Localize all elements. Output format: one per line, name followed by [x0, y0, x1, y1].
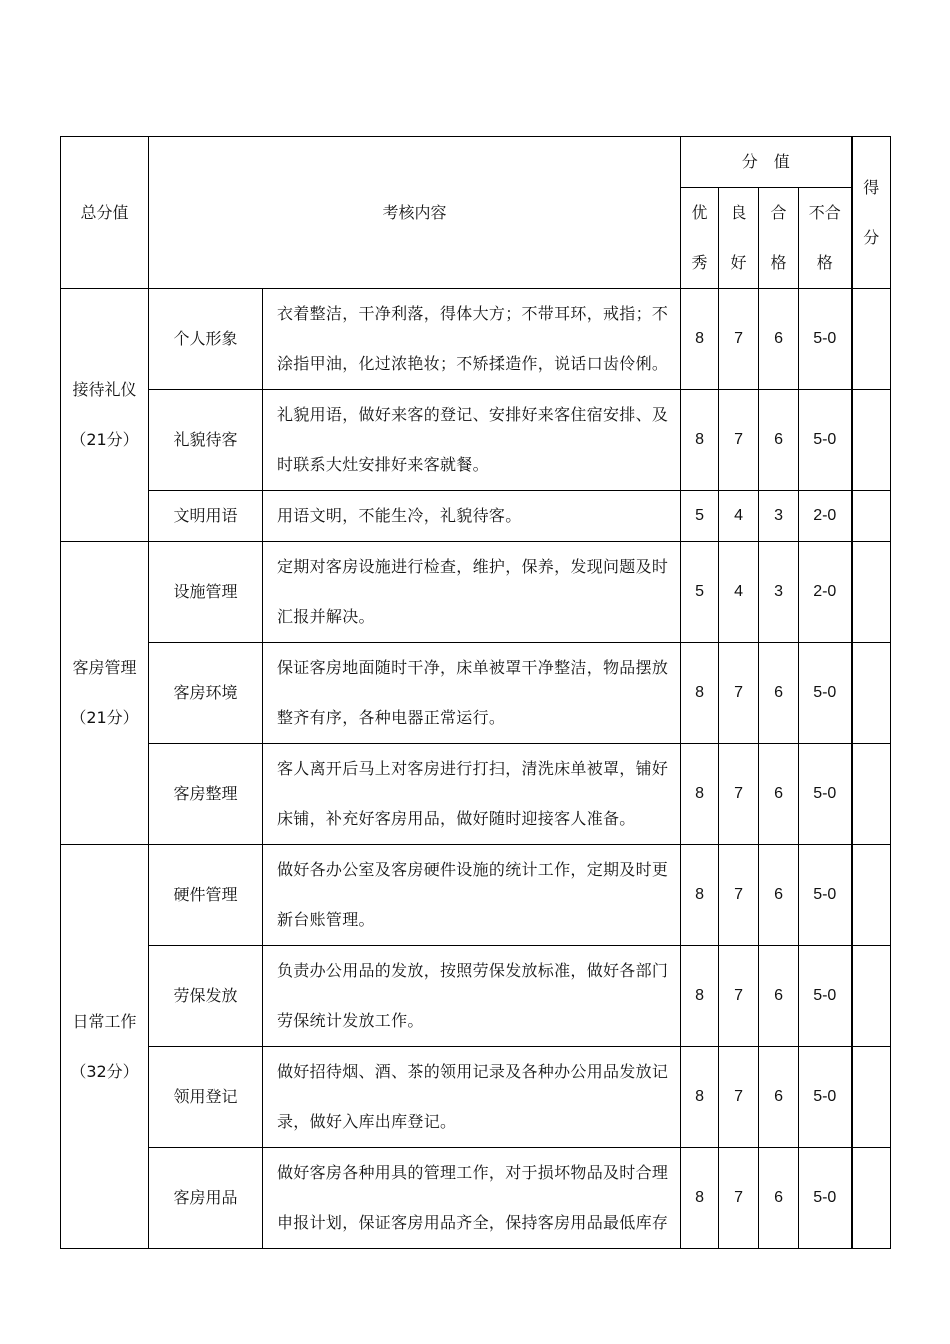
item-content: [263, 390, 681, 491]
header-level-good: [719, 188, 759, 289]
header-score-value: 分 值: [681, 137, 852, 188]
obtained-score-cell: [852, 289, 891, 390]
content-line: 录，做好入库出库登记。: [277, 1112, 457, 1131]
obtained-score-cell: [852, 1148, 891, 1249]
section-points: （21分）: [70, 708, 139, 727]
obtained-score-cell: [852, 845, 891, 946]
score-excellent: 8: [681, 744, 719, 845]
score-pass: 6: [759, 643, 799, 744]
score-good: 7: [719, 946, 759, 1047]
section-points: （32分）: [70, 1061, 139, 1081]
obtained-score-cell: [852, 643, 891, 744]
table-row: [61, 542, 891, 643]
section-points: （21分）: [70, 430, 139, 449]
score-pass: 6: [759, 1047, 799, 1148]
score-good: 4: [719, 491, 759, 542]
content-line: 保证客房地面随时干净，床单被罩干净整洁，物品摆放: [277, 658, 669, 677]
obtained-score-cell: [852, 542, 891, 643]
content-line: 定期对客房设施进行检查，维护，保养，发现问题及时: [277, 557, 669, 576]
score-pass: 6: [759, 845, 799, 946]
score-excellent: 8: [681, 289, 719, 390]
score-fail: 5-0: [799, 289, 852, 390]
score-good: 7: [719, 1047, 759, 1148]
header-row-1: [61, 137, 891, 188]
score-excellent: 5: [681, 542, 719, 643]
assessment-table: [60, 136, 891, 1249]
item-content: [263, 1148, 681, 1249]
item-name: 客房环境: [149, 643, 263, 744]
content-line: 汇报并解决。: [277, 607, 375, 626]
score-pass: 3: [759, 542, 799, 643]
header-level-line1: 良: [730, 203, 747, 222]
table-row: [61, 1148, 891, 1249]
content-line: 衣着整洁，干净利落，得体大方；不带耳环，戒指；不: [277, 304, 669, 323]
header-level-line1: 优: [691, 203, 708, 222]
table-row: [61, 744, 891, 845]
content-line: 新台账管理。: [277, 910, 375, 929]
content-line: 申报计划，保证客房用品齐全，保持客房用品最低库存: [277, 1213, 669, 1232]
table-row: [61, 289, 891, 390]
item-name: 客房整理: [149, 744, 263, 845]
content-line: 客人离开后马上对客房进行打扫，清洗床单被罩，铺好: [277, 759, 669, 778]
item-content: [263, 845, 681, 946]
header-level-fail: [799, 188, 852, 289]
header-obtained: [852, 137, 891, 289]
score-good: 4: [719, 542, 759, 643]
score-pass: 3: [759, 491, 799, 542]
item-name: 领用登记: [149, 1047, 263, 1148]
obtained-score-cell: [852, 1047, 891, 1148]
header-level-line1: 不合: [808, 203, 841, 222]
content-line: 礼貌用语，做好来客的登记、安排好来客住宿安排、及: [277, 405, 669, 424]
content-line: 做好客房各种用具的管理工作，对于损坏物品及时合理: [277, 1163, 669, 1182]
item-content: [263, 643, 681, 744]
score-excellent: 8: [681, 1148, 719, 1249]
section-cell-room-management: [61, 542, 149, 845]
obtained-score-cell: [852, 491, 891, 542]
section-name: 客房管理: [72, 658, 137, 677]
score-fail: 2-0: [799, 491, 852, 542]
score-fail: 5-0: [799, 845, 852, 946]
header-level-line2: 格: [770, 253, 787, 272]
table-row: [61, 643, 891, 744]
header-obtained-line1: 得: [863, 177, 880, 197]
header-level-pass: [759, 188, 799, 289]
content-line: 负责办公用品的发放，按照劳保发放标准，做好各部门: [277, 961, 669, 980]
score-fail: 5-0: [799, 1047, 852, 1148]
item-name: 文明用语: [149, 491, 263, 542]
header-level-line1: 合: [770, 203, 787, 222]
item-name: 客房用品: [149, 1148, 263, 1249]
obtained-score-cell: [852, 744, 891, 845]
table-row: [61, 1047, 891, 1148]
header-level-line2: 格: [816, 253, 833, 272]
header-level-line2: 好: [730, 253, 747, 272]
item-content: [263, 1047, 681, 1148]
obtained-score-cell: [852, 946, 891, 1047]
content-line: 用语文明，不能生冷，礼貌待客。: [277, 506, 522, 525]
table-row: [61, 390, 891, 491]
header-total-score: 总分值: [61, 137, 149, 289]
score-good: 7: [719, 1148, 759, 1249]
score-excellent: 5: [681, 491, 719, 542]
score-pass: 6: [759, 289, 799, 390]
score-pass: 6: [759, 946, 799, 1047]
score-pass: 6: [759, 1148, 799, 1249]
table-row: [61, 845, 891, 946]
item-name: 礼貌待客: [149, 390, 263, 491]
content-line: 整齐有序，各种电器正常运行。: [277, 708, 506, 727]
score-fail: 2-0: [799, 542, 852, 643]
content-line: 做好招待烟、酒、茶的领用记录及各种办公用品发放记: [277, 1062, 669, 1081]
score-good: 7: [719, 643, 759, 744]
obtained-score-cell: [852, 390, 891, 491]
score-good: 7: [719, 744, 759, 845]
item-content: [263, 744, 681, 845]
score-excellent: 8: [681, 946, 719, 1047]
score-excellent: 8: [681, 845, 719, 946]
score-excellent: 8: [681, 643, 719, 744]
item-name: 个人形象: [149, 289, 263, 390]
content-line: 做好各办公室及客房硬件设施的统计工作，定期及时更: [277, 860, 669, 879]
score-fail: 5-0: [799, 390, 852, 491]
score-fail: 5-0: [799, 1148, 852, 1249]
score-pass: 6: [759, 744, 799, 845]
header-level-excellent: [681, 188, 719, 289]
content-line: 涂指甲油，化过浓艳妆；不矫揉造作，说话口齿伶俐。: [277, 354, 669, 373]
score-good: 7: [719, 289, 759, 390]
section-name: 接待礼仪: [72, 380, 137, 399]
header-obtained-line2: 分: [863, 227, 880, 247]
score-fail: 5-0: [799, 946, 852, 1047]
score-pass: 6: [759, 390, 799, 491]
item-name: 硬件管理: [149, 845, 263, 946]
header-level-line2: 秀: [691, 253, 708, 272]
table-row: [61, 946, 891, 1047]
score-excellent: 8: [681, 1047, 719, 1148]
item-content: [263, 542, 681, 643]
score-good: 7: [719, 845, 759, 946]
score-fail: 5-0: [799, 744, 852, 845]
content-line: 床铺，补充好客房用品，做好随时迎接客人准备。: [277, 809, 636, 828]
content-line: 时联系大灶安排好来客就餐。: [277, 455, 489, 474]
table-row: [61, 491, 891, 542]
section-cell-reception: [61, 289, 149, 542]
item-content: [263, 491, 681, 542]
item-name: 设施管理: [149, 542, 263, 643]
section-cell-daily-work: [61, 845, 149, 1249]
item-name: 劳保发放: [149, 946, 263, 1047]
item-content: [263, 946, 681, 1047]
header-content: 考核内容: [149, 137, 681, 289]
score-good: 7: [719, 390, 759, 491]
score-excellent: 8: [681, 390, 719, 491]
score-fail: 5-0: [799, 643, 852, 744]
content-line: 劳保统计发放工作。: [277, 1011, 424, 1030]
section-name: 日常工作: [72, 1011, 137, 1031]
item-content: [263, 289, 681, 390]
